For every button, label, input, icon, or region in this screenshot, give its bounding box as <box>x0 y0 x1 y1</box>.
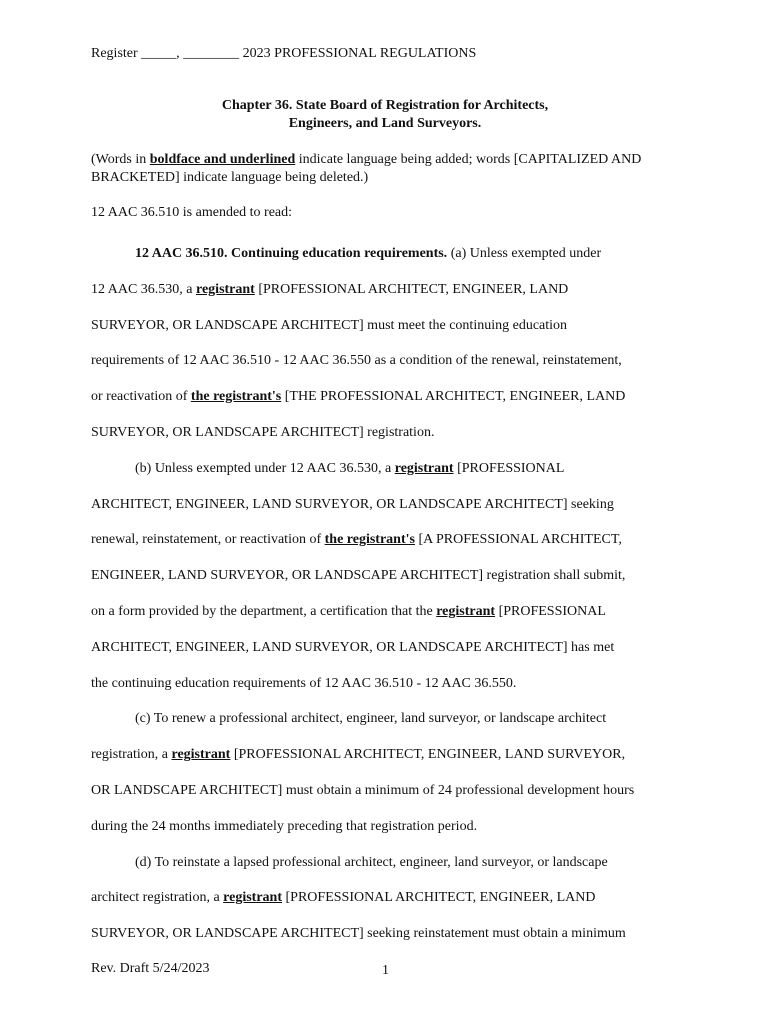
text-line: SURVEYOR, OR LANDSCAPE ARCHITECT] registration. <box>91 424 435 440</box>
amendment-statement: 12 AAC 36.510 is amended to read: <box>91 205 293 220</box>
added-text: registrant <box>196 281 255 297</box>
text-line: SURVEYOR, OR LANDSCAPE ARCHITECT] must meet the continuing education <box>91 317 568 333</box>
text-line: renewal, reinstatement, or reactivation of the registrant's [A PROFESSIONAL ARCHITECT, <box>91 532 622 548</box>
added-text: the registrant's <box>190 389 282 405</box>
page-number: 1 <box>382 963 389 978</box>
text-line: (b) Unless exempted under 12 AAC 36.530, a registrant [PROFESSIONAL <box>135 460 565 476</box>
draft-revision-footer: Rev. Draft 5/24/2023 <box>91 961 210 976</box>
text-line: architect registration, a registrant [PROFESSIONAL ARCHITECT, ENGINEER, LAND <box>91 890 596 906</box>
text-line: 12 AAC 36.510. Continuing education requirements. (a) Unless exempted under <box>135 246 602 261</box>
chapter-title <box>0 97 770 133</box>
text-line: (d) To reinstate a lapsed professional architect, engineer, land surveyor, or landscape <box>135 854 608 870</box>
text-line: 12 AAC 36.530, a registrant [PROFESSIONAL ARCHITECT, ENGINEER, LAND <box>91 281 569 297</box>
section-heading: 12 AAC 36.510. Continuing education requirements. <box>135 246 448 261</box>
text-line: or reactivation of the registrant's [THE PROFESSIONAL ARCHITECT, ENGINEER, LAND <box>91 389 626 405</box>
legend-note <box>91 151 691 187</box>
text-line: on a form provided by the department, a certification that the registrant [PROFESSIONAL <box>91 603 606 619</box>
text-line: ARCHITECT, ENGINEER, LAND SURVEYOR, OR LANDSCAPE ARCHITECT] has met <box>91 639 615 655</box>
added-text: the registrant's <box>324 532 415 548</box>
text-line: (c) To renew a professional architect, engineer, land surveyor, or landscape architect <box>135 711 607 727</box>
added-text: registrant <box>394 460 454 476</box>
added-text: registrant <box>223 890 283 906</box>
legend-prefix: (Words in <box>91 152 150 167</box>
added-text: registrant <box>171 747 231 763</box>
regulation-body <box>91 236 691 952</box>
text-line: the continuing education requirements of 12 AAC 36.510 - 12 AAC 36.550. <box>91 675 517 691</box>
legend-emphasis: boldface and underlined <box>149 152 296 167</box>
text-line: registration, a registrant [PROFESSIONAL ARCHITECT, ENGINEER, LAND SURVEYOR, <box>91 747 626 763</box>
chapter-title-line-2: Engineers, and Land Surveyors. <box>288 116 482 131</box>
text-line: OR LANDSCAPE ARCHITECT] must obtain a minimum of 24 professional development hours <box>91 782 635 798</box>
text-line: ENGINEER, LAND SURVEYOR, OR LANDSCAPE ARCHITECT] registration shall submit, <box>91 568 626 584</box>
legend-suffix: indicate language being added; words [CAPITALIZED AND BRACKETED] indicate language being deleted.) <box>91 152 642 185</box>
text-line: ARCHITECT, ENGINEER, LAND SURVEYOR, OR LANDSCAPE ARCHITECT] seeking <box>91 496 614 512</box>
text-line: SURVEYOR, OR LANDSCAPE ARCHITECT] seeking reinstatement must obtain a minimum <box>91 926 626 942</box>
text-line: requirements of 12 AAC 36.510 - 12 AAC 36.550 as a condition of the renewal, reinstatement, <box>91 353 622 369</box>
register-header: Register _____, ________ 2023 PROFESSIONAL REGULATIONS <box>91 46 477 61</box>
chapter-title-line-1: Chapter 36. State Board of Registration for Architects, <box>221 98 549 113</box>
text-line: during the 24 months immediately preceding that registration period. <box>91 818 478 834</box>
added-text: registrant <box>436 603 496 619</box>
